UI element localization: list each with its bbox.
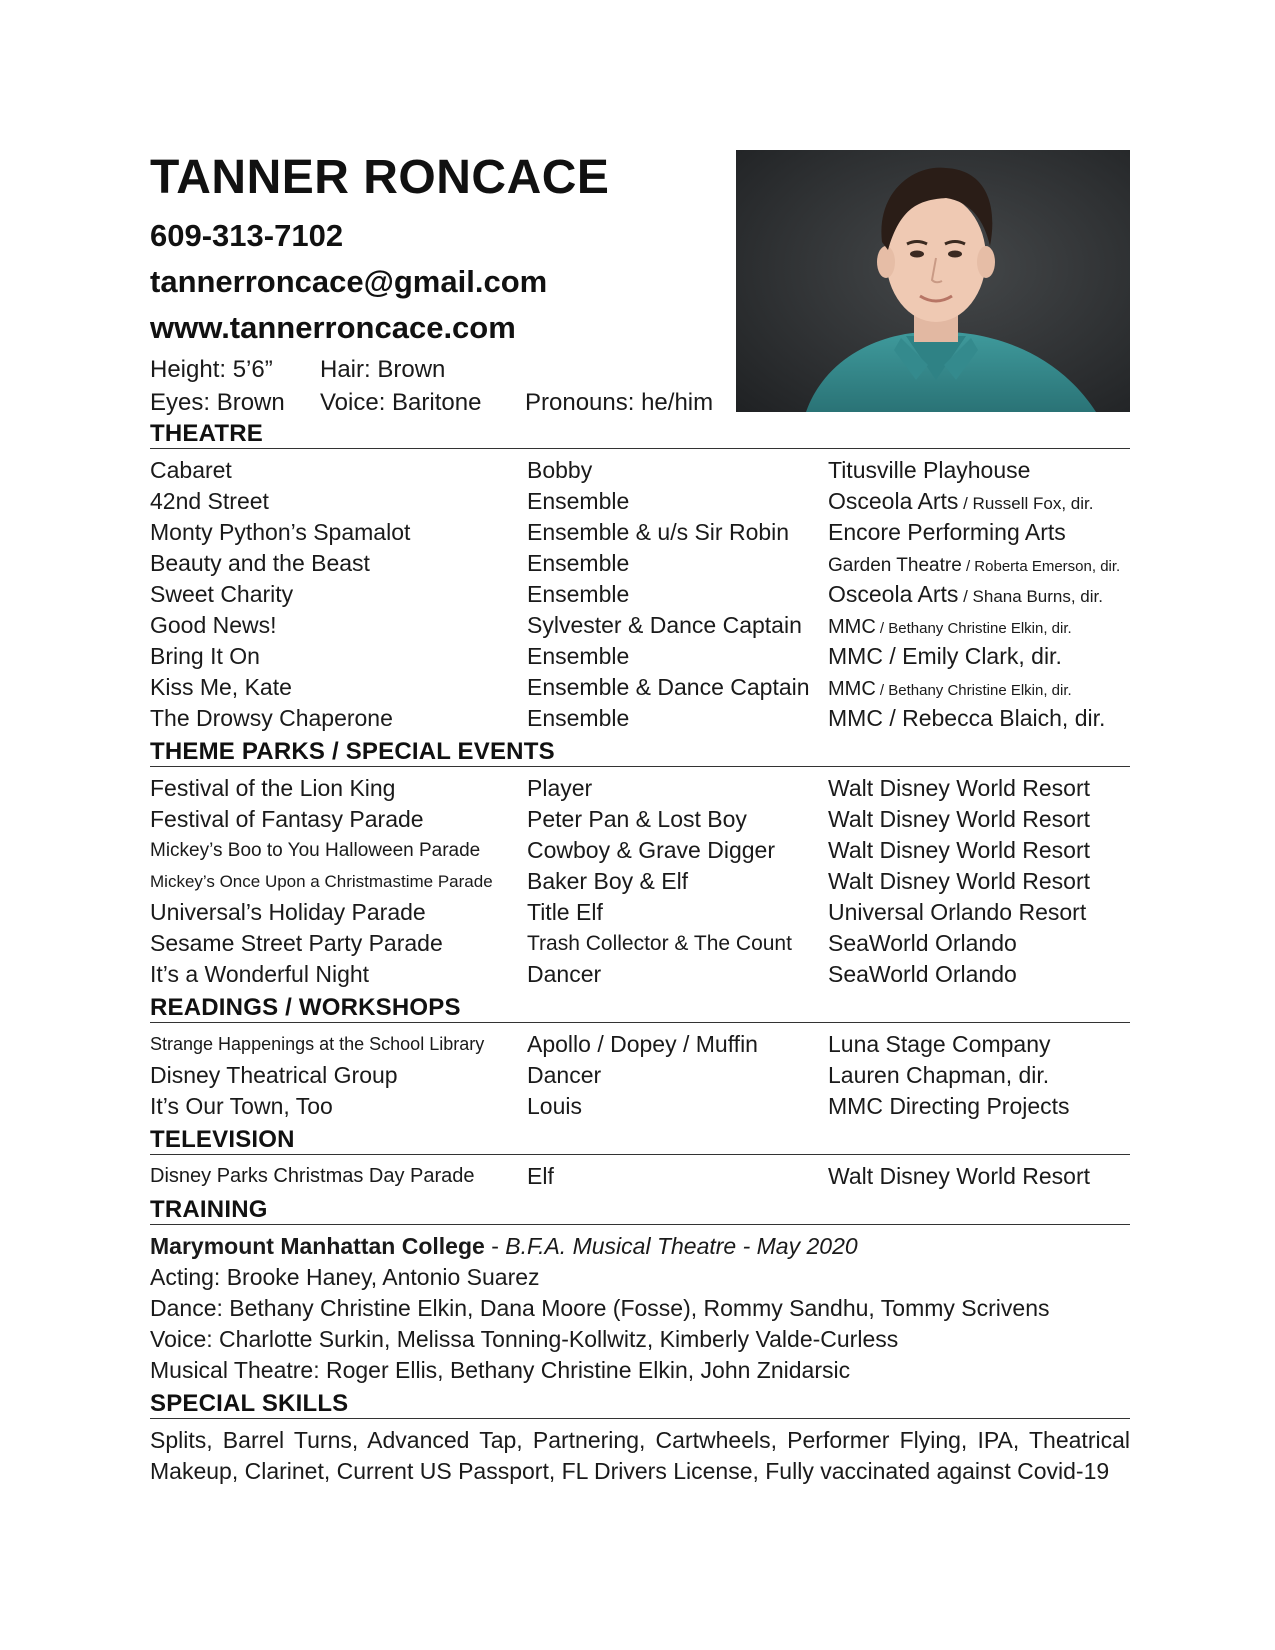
credit-venue: [828, 517, 1066, 548]
credit-show: Sesame Street Party Parade: [150, 930, 443, 956]
skills-section: [150, 1392, 1130, 1487]
eyes-stat: Eyes: Brown: [150, 389, 285, 416]
television-heading: TELEVISION: [150, 1128, 1130, 1155]
credit-role: Cowboy & Grave Digger: [527, 837, 775, 863]
venue-name: MMC: [828, 678, 876, 700]
website: www.tannerroncace.com: [150, 310, 516, 345]
credit-show: Disney Parks Christmas Day Parade: [150, 1165, 475, 1187]
credit-row: [150, 1161, 1130, 1192]
training-acting: Acting: Brooke Haney, Antonio Suarez: [150, 1264, 540, 1290]
credit-role: Peter Pan & Lost Boy: [527, 806, 747, 832]
readings-heading: READINGS / WORKSHOPS: [150, 996, 1130, 1023]
credit-show: Cabaret: [150, 457, 232, 483]
credit-row: [150, 455, 1130, 486]
credit-venue: [828, 548, 1120, 582]
voice-stat: Voice: Baritone: [320, 389, 482, 416]
credit-role: Ensemble: [527, 643, 630, 669]
credit-role: Dancer: [527, 1062, 602, 1088]
credit-row: [150, 866, 1130, 897]
credit-role: Trash Collector & The Count: [527, 932, 792, 955]
training-heading: TRAINING: [150, 1198, 1130, 1225]
credit-role: Ensemble: [527, 488, 630, 514]
credit-role: Elf: [527, 1163, 554, 1189]
credit-venue: Walt Disney World Resort: [828, 837, 1091, 863]
television-section: [150, 1128, 1130, 1192]
credit-venue: SeaWorld Orlando: [828, 930, 1017, 956]
credit-show: 42nd Street: [150, 488, 269, 514]
credit-row: [150, 610, 1130, 641]
school-name: Marymount Manhattan College: [150, 1233, 485, 1259]
credit-show: Mickey’s Once Upon a Christmastime Parade: [150, 872, 493, 891]
venue-name: Osceola Arts: [828, 488, 959, 514]
venue-name: Garden Theatre: [828, 555, 962, 576]
training-musical-theatre: Musical Theatre: Roger Ellis, Bethany Christine Elkin, John Znidarsic: [150, 1357, 851, 1383]
credit-venue: Luna Stage Company: [828, 1031, 1051, 1057]
credit-venue: Walt Disney World Resort: [828, 1163, 1091, 1189]
credit-venue: [828, 641, 1062, 672]
credit-role: Ensemble: [527, 550, 630, 576]
skills-text: Splits, Barrel Turns, Advanced Tap, Partnering, Cartwheels, Performer Flying, IPA, Theatrical Makeup, Clarinet, Current US Passport, FL Drivers License, Fully vaccinated against Covid-19: [150, 1427, 1130, 1484]
credit-role: Baker Boy & Elf: [527, 868, 689, 894]
credit-show: Beauty and the Beast: [150, 550, 370, 576]
director-credit: / Roberta Emerson, dir.: [961, 558, 1121, 575]
venue-name: Titusville Playhouse: [828, 457, 1031, 483]
credit-row: [150, 1091, 1130, 1122]
credit-show: Universal’s Holiday Parade: [150, 899, 426, 925]
credit-show: Festival of Fantasy Parade: [150, 806, 424, 832]
credit-venue: Walt Disney World Resort: [828, 806, 1091, 832]
theme-parks-section: [150, 740, 1130, 990]
skills-heading: SPECIAL SKILLS: [150, 1392, 1130, 1419]
credit-row: [150, 959, 1130, 990]
credit-role: Sylvester & Dance Captain: [527, 612, 802, 638]
credit-venue: [828, 672, 1072, 706]
training-details: [150, 1231, 1130, 1386]
credit-role: Apollo / Dopey / Muffin: [527, 1031, 758, 1057]
actor-name: TANNER RONCACE: [150, 151, 610, 204]
theatre-heading: THEATRE: [150, 422, 1130, 449]
credit-row: [150, 703, 1130, 734]
credit-venue: Universal Orlando Resort: [828, 899, 1087, 925]
credit-show: Sweet Charity: [150, 581, 294, 607]
credit-role: Player: [527, 775, 593, 801]
credit-venue: [828, 455, 1030, 486]
hair-stat: Hair: Brown: [320, 356, 446, 383]
credit-venue: Walt Disney World Resort: [828, 868, 1091, 894]
credit-row: [150, 1060, 1130, 1091]
credit-role: Ensemble: [527, 705, 630, 731]
credit-venue: [828, 703, 1105, 734]
credit-show: Monty Python’s Spamalot: [150, 519, 411, 545]
venue-name: Encore Performing Arts: [828, 519, 1066, 545]
theatre-section: [150, 422, 1130, 734]
theatre-credits: [150, 455, 1130, 734]
phone-number: 609-313-7102: [150, 218, 344, 253]
credit-show: It’s a Wonderful Night: [150, 961, 370, 987]
credit-venue: [828, 579, 1103, 612]
credit-show: Kiss Me, Kate: [150, 674, 292, 700]
credit-venue: [828, 486, 1094, 519]
credit-role: Louis: [527, 1093, 582, 1119]
credit-show: The Drowsy Chaperone: [150, 705, 393, 731]
credit-show: It’s Our Town, Too: [150, 1093, 333, 1119]
television-credits: [150, 1161, 1130, 1192]
credit-role: Bobby: [527, 457, 593, 483]
resume-page: [150, 140, 1130, 1487]
credit-row: [150, 517, 1130, 548]
credit-show: Bring It On: [150, 643, 260, 669]
pronouns-stat: Pronouns: he/him: [525, 389, 714, 416]
headshot-portrait-icon: [736, 150, 1130, 412]
director-credit: / Russell Fox, dir.: [958, 494, 1094, 513]
credit-venue: SeaWorld Orlando: [828, 961, 1017, 987]
venue-name: Osceola Arts: [828, 581, 959, 607]
degree: B.F.A. Musical Theatre - May 2020: [505, 1233, 858, 1259]
credit-row: [150, 1029, 1130, 1060]
credit-show: Disney Theatrical Group: [150, 1062, 398, 1088]
training-dance: Dance: Bethany Christine Elkin, Dana Moore (Fosse), Rommy Sandhu, Tommy Scrivens: [150, 1295, 1050, 1321]
director-credit: / Shana Burns, dir.: [958, 587, 1103, 606]
readings-credits: [150, 1029, 1130, 1122]
credit-show: Good News!: [150, 612, 277, 638]
credit-venue: Walt Disney World Resort: [828, 775, 1091, 801]
credit-row: [150, 804, 1130, 835]
credit-row: [150, 835, 1130, 866]
credit-role: Ensemble & u/s Sir Robin: [527, 519, 790, 545]
theme-parks-credits: [150, 773, 1130, 990]
resume-header: [150, 140, 1130, 422]
credit-row: [150, 579, 1130, 610]
director-credit: / Bethany Christine Elkin, dir.: [875, 682, 1072, 699]
credit-show: Mickey’s Boo to You Halloween Parade: [150, 840, 481, 861]
school-separator: -: [484, 1233, 506, 1259]
venue-name: MMC: [828, 616, 876, 638]
readings-section: [150, 996, 1130, 1122]
credit-row: [150, 897, 1130, 928]
credit-role: Title Elf: [527, 899, 603, 925]
headshot-photo: [736, 150, 1130, 412]
credit-row: [150, 773, 1130, 804]
training-voice: Voice: Charlotte Surkin, Melissa Tonning-Kollwitz, Kimberly Valde-Curless: [150, 1326, 899, 1352]
credit-row: [150, 548, 1130, 579]
credit-role: Dancer: [527, 961, 602, 987]
credit-role: Ensemble: [527, 581, 630, 607]
venue-name: MMC / Rebecca Blaich, dir.: [828, 705, 1106, 731]
venue-name: MMC / Emily Clark, dir.: [828, 643, 1062, 669]
theme-parks-heading: THEME PARKS / SPECIAL EVENTS: [150, 740, 1130, 767]
height-stat: Height: 5’6”: [150, 356, 273, 383]
email-address: tannerroncace@gmail.com: [150, 264, 548, 299]
training-school-line: [150, 1231, 1130, 1262]
credit-show: Festival of the Lion King: [150, 775, 396, 801]
credit-venue: [828, 610, 1072, 644]
credit-venue: MMC Directing Projects: [828, 1093, 1070, 1119]
credit-row: [150, 672, 1130, 703]
credit-row: [150, 486, 1130, 517]
director-credit: / Bethany Christine Elkin, dir.: [875, 620, 1072, 637]
credit-row: [150, 641, 1130, 672]
training-section: [150, 1198, 1130, 1386]
credit-show: Strange Happenings at the School Library: [150, 1034, 485, 1054]
credit-role: Ensemble & Dance Captain: [527, 674, 810, 700]
credit-row: [150, 928, 1130, 959]
credit-venue: Lauren Chapman, dir.: [828, 1062, 1050, 1088]
